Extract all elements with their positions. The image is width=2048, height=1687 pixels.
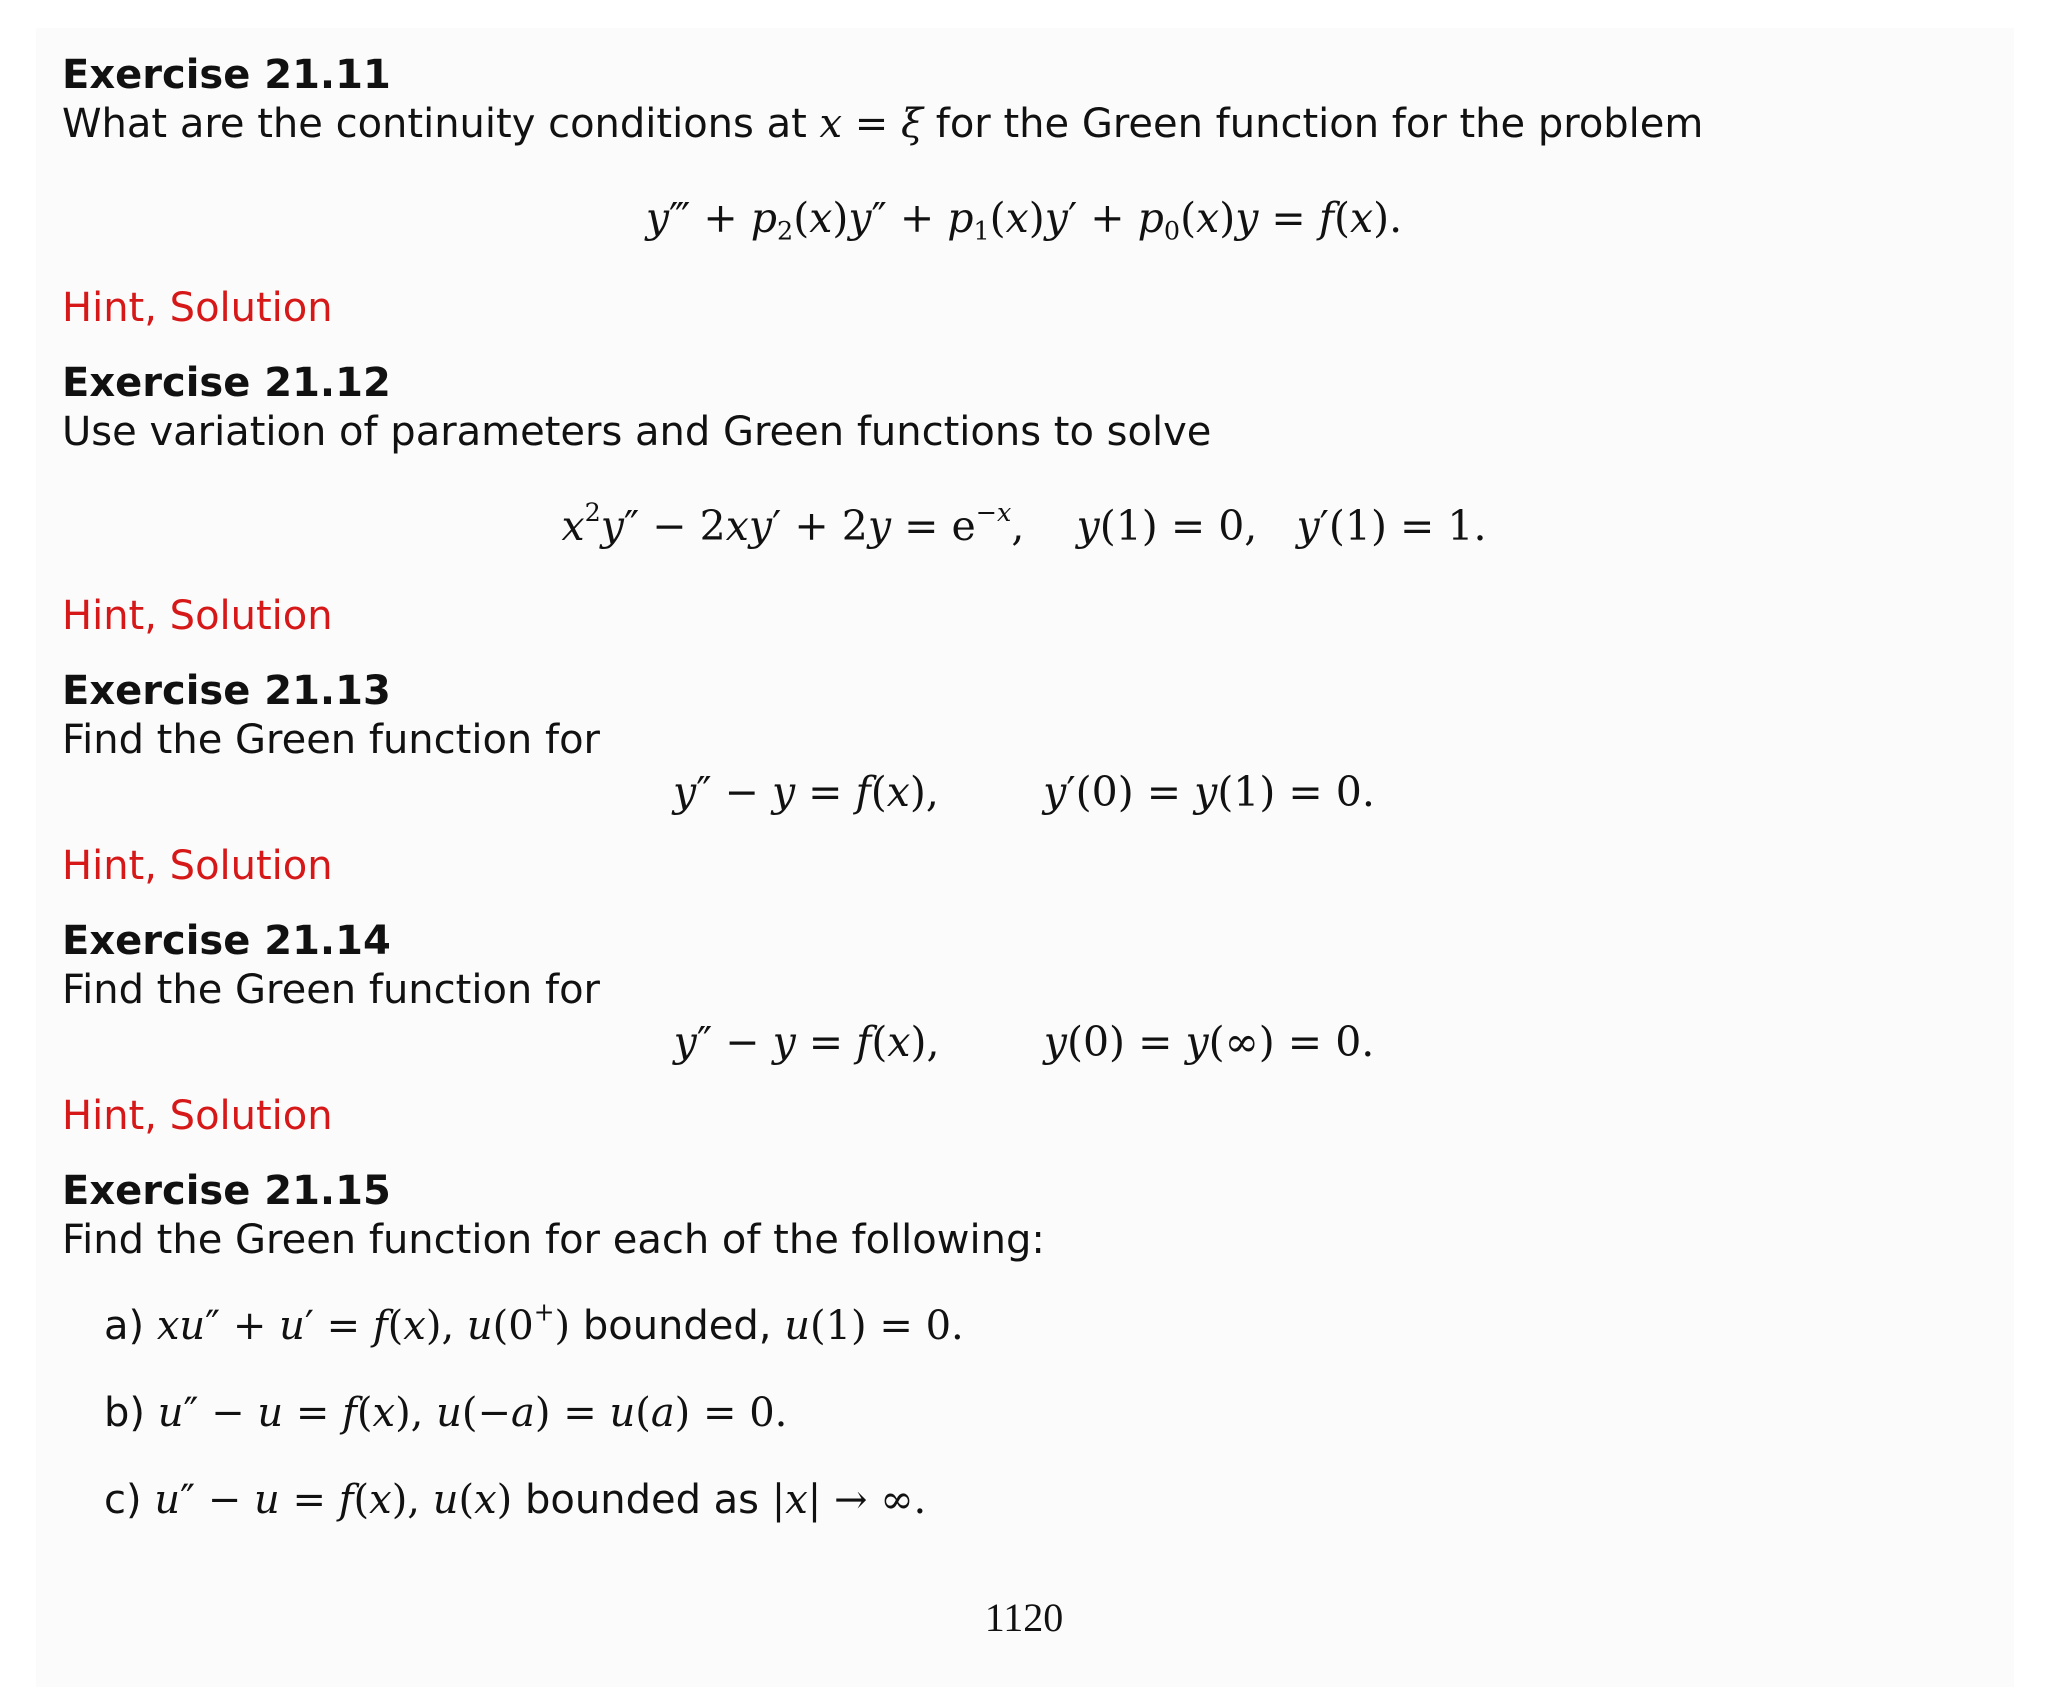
exercise-21-11-statement: What are the continuity conditions at x = ξ for the Green function for the problem [62, 101, 1704, 147]
exercise-21-13-links: Hint, Solution [62, 843, 333, 889]
solution-link[interactable]: Solution [169, 1093, 333, 1139]
hint-link[interactable]: Hint [62, 285, 145, 331]
exercise-21-12-statement: Use variation of parameters and Green functions to solve [62, 409, 1212, 455]
solution-link[interactable]: Solution [169, 285, 333, 331]
page-number: 1120 [984, 1595, 1064, 1640]
exercise-21-15-item-a: a) xu″ + u′ = f(x), u(0+) bounded, u(1) = 0. [104, 1297, 964, 1349]
exercise-21-13-title: Exercise 21.13 [62, 668, 391, 714]
exercise-21-15-title: Exercise 21.15 [62, 1168, 391, 1214]
exercise-21-12-links: Hint, Solution [62, 593, 333, 639]
exercise-21-13-equation: y″ − y = f(x), y′(0) = y(1) = 0. [673, 768, 1375, 816]
solution-link[interactable]: Solution [169, 843, 333, 889]
exercise-21-11-title: Exercise 21.11 [62, 52, 391, 98]
exercise-21-12-equation: $x^2y'' - 2xy' + 2y = e^{-x}$, y(1) = 0, y′(1) = 1. [561, 496, 1487, 550]
exercise-21-13-statement: Find the Green function for [62, 717, 600, 763]
page-background [36, 28, 2014, 1687]
exercise-21-15-item-b: b) u″ − u = f(x), u(−a) = u(a) = 0. [104, 1390, 788, 1436]
exercise-21-14-title: Exercise 21.14 [62, 918, 391, 964]
exercise-21-11-equation: y‴ + $p_2(x)y'' + p_1(x)y' + p_0(x)y = f(x)$. [645, 194, 1403, 246]
solution-link[interactable]: Solution [169, 593, 333, 639]
exercise-21-15-item-c: c) u″ − u = f(x), u(x) bounded as |x| → ∞. [104, 1477, 927, 1523]
hint-link[interactable]: Hint [62, 1093, 145, 1139]
exercise-21-15-statement: Find the Green function for each of the following: [62, 1217, 1045, 1263]
exercise-21-12-title: Exercise 21.12 [62, 360, 391, 406]
exercise-21-11-links: Hint, Solution [62, 285, 333, 331]
exercise-21-14-equation: y″ − y = f(x), y(0) = y(∞) = 0. [673, 1018, 1375, 1066]
hint-link[interactable]: Hint [62, 593, 145, 639]
hint-link[interactable]: Hint [62, 843, 145, 889]
exercise-21-14-links: Hint, Solution [62, 1093, 333, 1139]
exercise-21-14-statement: Find the Green function for [62, 967, 600, 1013]
